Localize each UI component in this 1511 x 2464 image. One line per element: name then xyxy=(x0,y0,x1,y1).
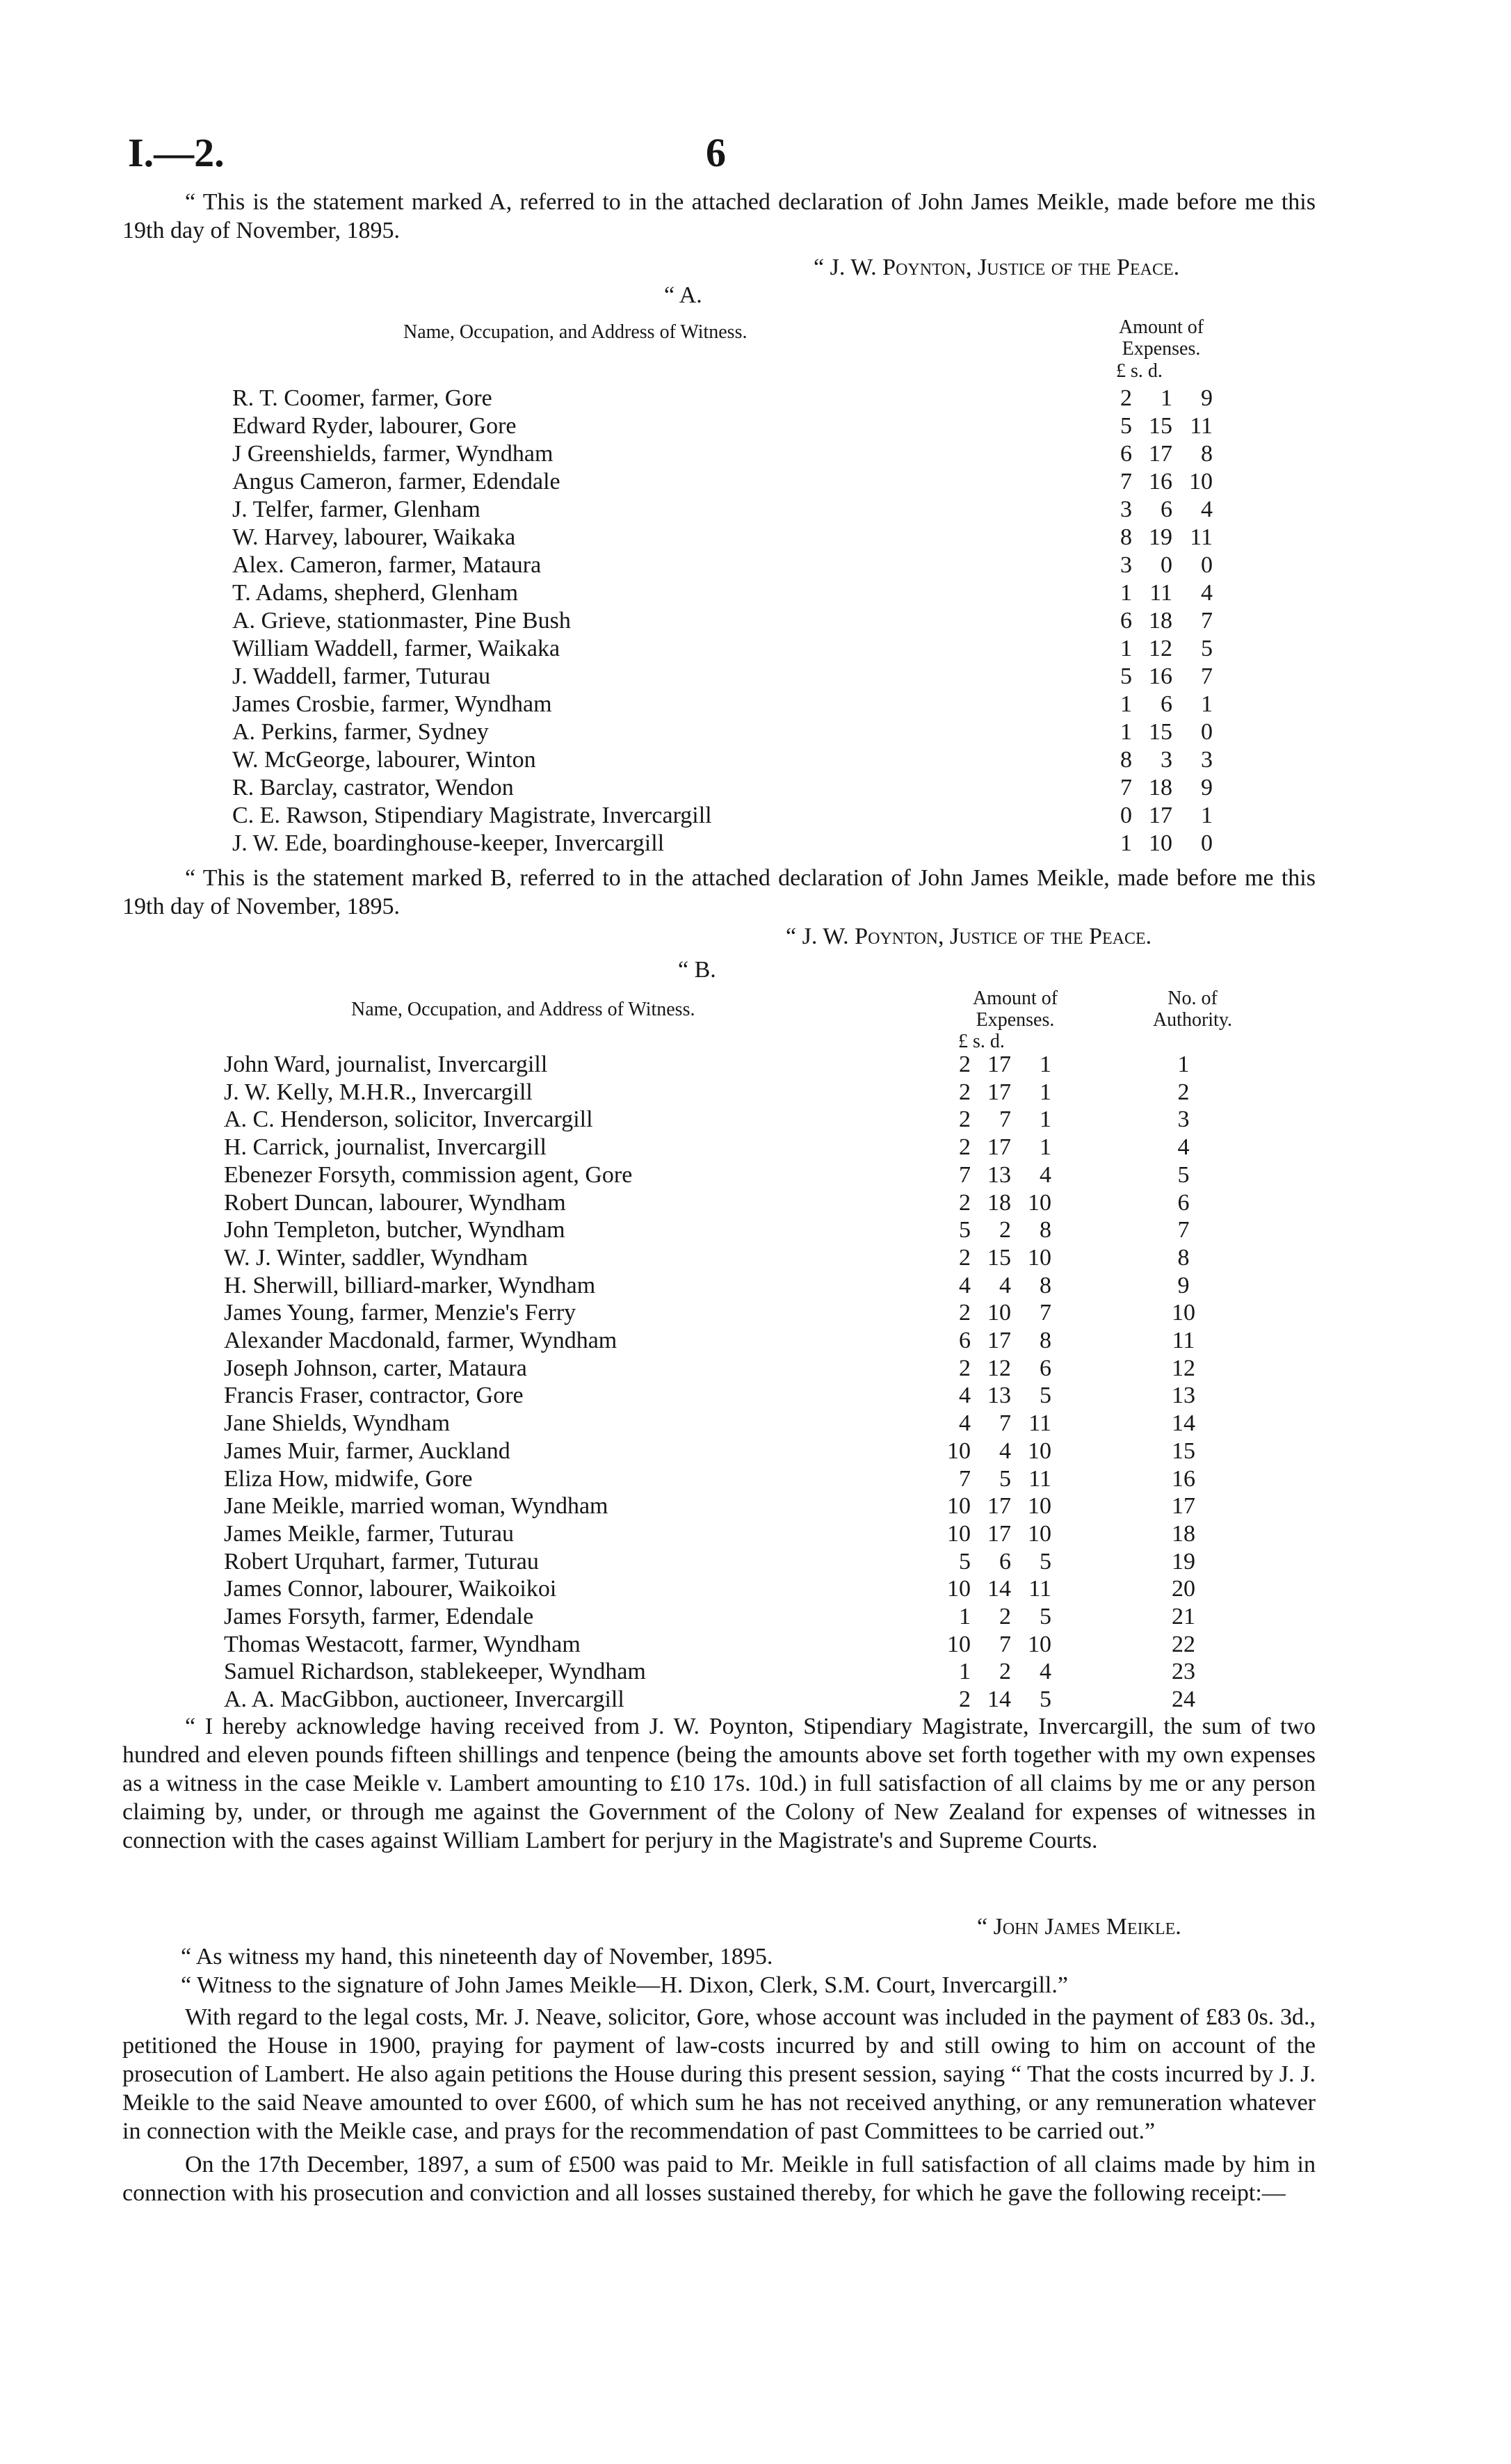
statement-a-amount-shillings: 12 xyxy=(1149,636,1172,661)
statement-b-amount-pounds: 5 xyxy=(959,1548,971,1575)
statement-a-amount-pence: 0 xyxy=(1201,552,1213,578)
statement-b-amount xyxy=(940,1632,1051,1658)
statement-b-witness-name: Jane Meikle, married woman, Wyndham xyxy=(224,1493,608,1520)
statement-b-amount-shillings: 17 xyxy=(987,1052,1011,1077)
statement-b-amount xyxy=(940,1355,1051,1382)
statement-a-witness-name: R. T. Coomer, farmer, Gore xyxy=(232,385,492,411)
statement-b-witness-name: Ebenezer Forsyth, commission agent, Gore xyxy=(224,1161,633,1188)
statement-b-authority-number: 3 xyxy=(1177,1106,1190,1133)
statement-b-row xyxy=(224,1632,1253,1659)
statement-b-amount-pounds: 10 xyxy=(947,1631,971,1657)
statement-a-row xyxy=(232,469,1220,497)
statement-b-amount xyxy=(940,1300,1051,1326)
statement-b-authority-number: 4 xyxy=(1177,1134,1190,1161)
statement-b-row xyxy=(224,1604,1253,1632)
statement-a-amount-pounds: 6 xyxy=(1120,441,1132,467)
statement-b-row xyxy=(224,1355,1253,1383)
statement-a-witness-name: J. Waddell, farmer, Tuturau xyxy=(232,663,491,689)
statement-b-amount-pounds: 4 xyxy=(959,1272,971,1298)
statement-b-row xyxy=(224,1162,1253,1190)
statement-b-row xyxy=(224,1438,1253,1466)
statement-b-amount-shillings: 17 xyxy=(987,1134,1011,1161)
statement-b-amount-shillings: 14 xyxy=(987,1576,1011,1602)
statement-b-amount xyxy=(940,1052,1051,1078)
statement-b-amount-shillings: 14 xyxy=(987,1686,1011,1713)
statement-b-amount xyxy=(940,1493,1051,1520)
statement-a-amount-pence: 8 xyxy=(1201,441,1213,467)
statement-b-authority-number: 8 xyxy=(1177,1244,1190,1271)
statement-b-row xyxy=(224,1052,1253,1079)
statement-a-amount-shillings: 18 xyxy=(1149,775,1172,800)
statement-b-amount-pence: 5 xyxy=(1040,1604,1051,1629)
statement-b-amount-shillings: 17 xyxy=(987,1079,1011,1105)
statement-a-amount xyxy=(1101,441,1213,467)
statement-a-amount xyxy=(1101,385,1213,412)
statement-b-units-header: £ s. d. xyxy=(958,1031,1005,1052)
statement-b-authority-number: 19 xyxy=(1172,1548,1195,1575)
statement-b-amount-pence: 11 xyxy=(1028,1465,1051,1492)
paper-reference: I.—2. xyxy=(128,130,225,175)
statement-b-amount-pounds: 2 xyxy=(959,1355,971,1381)
statement-a-amount-shillings: 16 xyxy=(1149,469,1172,494)
statement-b-intro: “ This is the statement marked B, referred to in the attached declaration of John James Meikle, made before me this 19th day of November, 1895. xyxy=(122,865,1316,919)
statement-b-authority-number: 17 xyxy=(1172,1493,1195,1520)
statement-b-amount xyxy=(940,1659,1051,1685)
statement-b-amount-shillings: 17 xyxy=(987,1520,1011,1547)
statement-a-amount-pence: 11 xyxy=(1190,524,1213,550)
statement-b-amount-pence: 10 xyxy=(1028,1493,1051,1520)
statement-b-row xyxy=(224,1466,1253,1494)
statement-b-row xyxy=(224,1659,1253,1686)
statement-a-amount-pounds: 1 xyxy=(1120,636,1132,661)
statement-b-amount-pence: 1 xyxy=(1040,1052,1051,1077)
statement-a-row xyxy=(232,747,1220,775)
statement-b-witness-name: Eliza How, midwife, Gore xyxy=(224,1465,473,1492)
statement-a-amount-pence: 3 xyxy=(1201,747,1213,773)
statement-b-row xyxy=(224,1134,1253,1162)
statement-b-amount-pence: 8 xyxy=(1040,1217,1051,1243)
statement-a-witness-name: A. Grieve, stationmaster, Pine Bush xyxy=(232,608,571,634)
statement-a-amount-pence: 0 xyxy=(1201,719,1213,745)
statement-b-amount-shillings: 13 xyxy=(987,1383,1011,1409)
statement-b-amount-pounds: 5 xyxy=(959,1217,971,1243)
statement-b-witness-name: Francis Fraser, contractor, Gore xyxy=(224,1383,524,1409)
statement-a-amount-pounds: 1 xyxy=(1120,580,1132,606)
statement-a-amount-pounds: 0 xyxy=(1120,803,1132,828)
statement-b-name-header: Name, Occupation, and Address of Witness. xyxy=(351,999,695,1020)
statement-a-amount-pounds: 8 xyxy=(1120,524,1132,550)
witness-signature-line: “ Witness to the signature of John James Meikle—H. Dixon, Clerk, S.M. Court, Invercargill.” xyxy=(181,1972,1068,1998)
statement-b-amount-pence: 1 xyxy=(1040,1106,1051,1133)
statement-b-amount-shillings: 13 xyxy=(987,1161,1011,1188)
statement-a-row xyxy=(232,775,1220,803)
statement-b-row xyxy=(224,1383,1253,1410)
statement-a-witness-name: W. Harvey, labourer, Waikaka xyxy=(232,524,516,550)
statement-a-amount-pounds: 8 xyxy=(1120,747,1132,773)
statement-a-witness-name: T. Adams, shepherd, Glenham xyxy=(232,580,519,606)
statement-b-row xyxy=(224,1576,1253,1604)
acknowledgement-signature: “ John James Meikle. xyxy=(977,1914,1181,1940)
statement-b-amount xyxy=(940,1134,1051,1161)
statement-a-amount-shillings: 15 xyxy=(1149,413,1172,439)
statement-a-witness-name: Alex. Cameron, farmer, Mataura xyxy=(232,552,542,578)
statement-b-authority-header: No. of Authority. xyxy=(1152,988,1233,1031)
statement-b-amount-pounds: 2 xyxy=(959,1244,971,1271)
statement-b-amount xyxy=(940,1079,1051,1106)
statement-b-amount-shillings: 17 xyxy=(987,1328,1011,1353)
statement-b-amount-shillings: 4 xyxy=(999,1438,1011,1464)
statement-b-amount-pounds: 4 xyxy=(959,1383,971,1409)
statement-a-amount-pounds: 1 xyxy=(1120,719,1132,745)
statement-b-amount-shillings: 7 xyxy=(999,1106,1011,1133)
statement-b-amount-pounds: 2 xyxy=(959,1686,971,1713)
statement-a-units-header: £ s. d. xyxy=(1116,360,1163,382)
statement-a-row xyxy=(232,608,1220,636)
statement-a-amount-pence: 1 xyxy=(1201,691,1213,717)
statement-b-authority-number: 11 xyxy=(1172,1328,1195,1353)
statement-a-amount-pounds: 3 xyxy=(1120,497,1132,522)
statement-b-authority-number: 20 xyxy=(1172,1576,1195,1602)
statement-b-amount-pence: 8 xyxy=(1040,1272,1051,1298)
statement-b-authority-number: 7 xyxy=(1177,1217,1190,1243)
statement-a-witness-name: J Greenshields, farmer, Wyndham xyxy=(232,441,554,467)
statement-b-amount xyxy=(940,1686,1051,1713)
statement-b-amount-pounds: 10 xyxy=(947,1438,971,1464)
statement-a-amount-shillings: 17 xyxy=(1149,441,1172,467)
statement-a-witness-name: James Crosbie, farmer, Wyndham xyxy=(232,691,552,717)
statement-b-witness-name: Robert Urquhart, farmer, Tuturau xyxy=(224,1548,539,1575)
statement-b-amount-shillings: 10 xyxy=(987,1300,1011,1326)
statement-a-amount xyxy=(1101,691,1213,718)
statement-b-authority-number: 24 xyxy=(1172,1686,1195,1713)
statement-a-row xyxy=(232,636,1220,663)
statement-a-row xyxy=(232,719,1220,747)
statement-b-amount xyxy=(940,1245,1051,1271)
statement-b-amount-pounds: 10 xyxy=(947,1520,971,1547)
statement-b-row xyxy=(224,1273,1253,1301)
statement-a-amount xyxy=(1101,469,1213,495)
statement-a-row xyxy=(232,663,1220,691)
statement-a-amount-pence: 9 xyxy=(1201,385,1213,411)
statement-b-authority-number: 1 xyxy=(1177,1052,1190,1077)
statement-b-amount xyxy=(940,1604,1051,1630)
statement-b-row xyxy=(224,1549,1253,1577)
statement-b-amount xyxy=(940,1410,1051,1437)
statement-b-witness-name: A. C. Henderson, solicitor, Invercargill xyxy=(224,1106,593,1133)
statement-b-row xyxy=(224,1686,1253,1714)
page-number: 6 xyxy=(706,130,726,175)
statement-b-amount-pounds: 2 xyxy=(959,1052,971,1077)
statement-b-witness-name: J. W. Kelly, M.H.R., Invercargill xyxy=(224,1079,533,1105)
statement-b-amount xyxy=(940,1217,1051,1243)
statement-b-witness-name: Alexander Macdonald, farmer, Wyndham xyxy=(224,1328,617,1353)
statement-a-amount-shillings: 19 xyxy=(1149,524,1172,550)
statement-a-amount-pounds: 3 xyxy=(1120,552,1132,578)
statement-b-witness-name: James Connor, labourer, Waikoikoi xyxy=(224,1576,557,1602)
statement-a-witness-name: J. Telfer, farmer, Glenham xyxy=(232,497,480,522)
statement-a-row xyxy=(232,413,1220,441)
statement-a-amount-shillings: 17 xyxy=(1149,803,1172,828)
statement-b-signature: “ J. W. Poynton, Justice of the Peace. xyxy=(786,924,1152,949)
statement-a-amount-pounds: 7 xyxy=(1120,469,1132,494)
statement-a-amount-pounds: 6 xyxy=(1120,608,1132,634)
statement-a-amount-pence: 4 xyxy=(1201,580,1213,606)
statement-b-amount-header: Amount of Expenses. xyxy=(972,988,1058,1031)
statement-b-authority-number: 21 xyxy=(1172,1604,1195,1629)
statement-b-authority-number: 18 xyxy=(1172,1520,1195,1547)
statement-b-amount-shillings: 5 xyxy=(999,1465,1011,1492)
statement-a-amount xyxy=(1101,747,1213,773)
statement-a-amount xyxy=(1101,775,1213,801)
statement-a-amount-pence: 11 xyxy=(1190,413,1213,439)
statement-b-witness-name: A. A. MacGibbon, auctioneer, Invercargill xyxy=(224,1686,624,1713)
statement-a-row xyxy=(232,552,1220,580)
statement-b-amount-pence: 10 xyxy=(1028,1189,1051,1216)
statement-b-row xyxy=(224,1079,1253,1107)
statement-b-amount-pounds: 2 xyxy=(959,1134,971,1161)
statement-a-row xyxy=(232,524,1220,552)
statement-b-amount-pence: 8 xyxy=(1040,1328,1051,1353)
statement-b-amount xyxy=(940,1576,1051,1602)
statement-a-amount-shillings: 18 xyxy=(1149,608,1172,634)
statement-b-row xyxy=(224,1410,1253,1438)
statement-b-amount xyxy=(940,1466,1051,1492)
statement-b-authority-number: 5 xyxy=(1177,1161,1190,1188)
statement-a-witness-name: C. E. Rawson, Stipendiary Magistrate, Invercargill xyxy=(232,803,712,828)
statement-a-amount-pounds: 5 xyxy=(1120,413,1132,439)
witness-hand-line: “ As witness my hand, this nineteenth day of November, 1895. xyxy=(181,1944,773,1970)
statement-a-witness-name: A. Perkins, farmer, Sydney xyxy=(232,719,489,745)
statement-b-row xyxy=(224,1190,1253,1218)
final-payment-paragraph: On the 17th December, 1897, a sum of £500 was paid to Mr. Meikle in full satisfaction of all claims made by him in connection with his prosecution and conviction and all losses sustained thereby, for which he gave the following receipt:— xyxy=(122,2152,1316,2206)
statement-b-witness-name: H. Sherwill, billiard-marker, Wyndham xyxy=(224,1272,596,1298)
statement-a-name-header: Name, Occupation, and Address of Witness. xyxy=(403,321,748,343)
statement-b-row xyxy=(224,1521,1253,1549)
statement-a-amount-shillings: 10 xyxy=(1149,830,1172,856)
statement-b-witness-name: James Muir, farmer, Auckland xyxy=(224,1438,510,1464)
statement-b-amount-pence: 11 xyxy=(1028,1576,1051,1602)
statement-a-witness-name: Edward Ryder, labourer, Gore xyxy=(232,413,517,439)
statement-b-authority-number: 9 xyxy=(1177,1272,1190,1298)
statement-b-row xyxy=(224,1300,1253,1328)
statement-b-amount-pence: 5 xyxy=(1040,1686,1051,1713)
statement-b-authority-number: 23 xyxy=(1172,1659,1195,1685)
statement-a-row xyxy=(232,497,1220,524)
statement-a-amount-pence: 1 xyxy=(1201,803,1213,828)
statement-b-authority-number: 12 xyxy=(1172,1355,1195,1381)
statement-b-amount xyxy=(940,1438,1051,1465)
statement-b-amount-shillings: 7 xyxy=(999,1631,1011,1657)
statement-b-authority-number: 22 xyxy=(1172,1631,1195,1657)
statement-b-amount-shillings: 15 xyxy=(987,1244,1011,1271)
statement-a-witness-name: R. Barclay, castrator, Wendon xyxy=(232,775,514,800)
statement-a-amount-pounds: 5 xyxy=(1120,663,1132,689)
statement-a-amount xyxy=(1101,608,1213,634)
statement-a-amount-pence: 7 xyxy=(1201,608,1213,634)
statement-a-amount-pounds: 2 xyxy=(1120,385,1132,411)
statement-a-row xyxy=(232,803,1220,830)
statement-b-amount-pence: 10 xyxy=(1028,1244,1051,1271)
statement-b-amount-pounds: 1 xyxy=(959,1604,971,1629)
statement-b-amount-pounds: 4 xyxy=(959,1410,971,1437)
statement-b-amount-pence: 1 xyxy=(1040,1134,1051,1161)
statement-b-amount xyxy=(940,1328,1051,1354)
statement-a-amount xyxy=(1101,580,1213,606)
statement-b-witness-name: James Meikle, farmer, Tuturau xyxy=(224,1520,514,1547)
statement-a-amount xyxy=(1101,552,1213,579)
statement-a-amount-shillings: 6 xyxy=(1161,497,1172,522)
statement-a-amount xyxy=(1101,497,1213,523)
statement-a-amount-pounds: 1 xyxy=(1120,830,1132,856)
statement-b-amount-pounds: 7 xyxy=(959,1161,971,1188)
statement-b-amount-pounds: 2 xyxy=(959,1079,971,1105)
statement-a-amount-shillings: 6 xyxy=(1161,691,1172,717)
statement-a-amount xyxy=(1101,524,1213,551)
statement-a-amount xyxy=(1101,413,1213,440)
statement-b-amount-pence: 4 xyxy=(1040,1659,1051,1685)
acknowledgement-paragraph: “ I hereby acknowledge having received from J. W. Poynton, Stipendiary Magistrate, Invercargill, the sum of two hundred and eleven pounds fifteen shillings and tenpence (being the amounts above set forth together with my own expenses as a witness in the case Meikle v. Lambert amounting to £10 17s. 10d.) in full satisfaction of all claims by me or any person claiming by, under, or through me against the Government of the Colony of New Zealand for expenses of witnesses in connection with the cases against William Lambert for perjury in the Magistrate's and Supreme Courts. xyxy=(122,1714,1316,1853)
statement-b-authority-number: 10 xyxy=(1172,1300,1195,1326)
statement-a-label: “ A. xyxy=(664,282,702,308)
statement-b-amount-pounds: 1 xyxy=(959,1659,971,1685)
statement-b-amount-pounds: 7 xyxy=(959,1465,971,1492)
statement-b-amount-pence: 5 xyxy=(1040,1548,1051,1575)
statement-a-witness-name: William Waddell, farmer, Waikaka xyxy=(232,636,560,661)
statement-a-amount-pence: 5 xyxy=(1201,636,1213,661)
statement-a-amount-shillings: 11 xyxy=(1149,580,1172,606)
statement-a-row xyxy=(232,830,1220,858)
statement-b-amount-pence: 10 xyxy=(1028,1438,1051,1464)
statement-b-amount-shillings: 2 xyxy=(999,1217,1011,1243)
statement-a-witness-name: Angus Cameron, farmer, Edendale xyxy=(232,469,560,494)
statement-a-amount-header: Amount of Expenses. xyxy=(1118,316,1204,360)
statement-a-row xyxy=(232,441,1220,469)
statement-b-amount-pounds: 10 xyxy=(947,1576,971,1602)
statement-b-amount-pence: 6 xyxy=(1040,1355,1051,1381)
statement-b-amount-pence: 4 xyxy=(1040,1161,1051,1188)
statement-a-amount-pounds: 1 xyxy=(1120,691,1132,717)
statement-b-amount-pence: 10 xyxy=(1028,1520,1051,1547)
statement-b-amount xyxy=(940,1162,1051,1189)
statement-a-amount-pence: 9 xyxy=(1201,775,1213,800)
statement-b-amount xyxy=(940,1106,1051,1133)
statement-a-amount xyxy=(1101,719,1213,746)
statement-b-authority-number: 15 xyxy=(1172,1438,1195,1464)
statement-a-amount-pence: 4 xyxy=(1201,497,1213,522)
statement-a-amount xyxy=(1101,663,1213,690)
statement-a-intro: “ This is the statement marked A, referred to in the attached declaration of John James Meikle, made before me this 19th day of November, 1895. xyxy=(122,189,1316,243)
statement-b-row xyxy=(224,1217,1253,1245)
statement-b-amount-shillings: 2 xyxy=(999,1659,1011,1685)
statement-b-amount xyxy=(940,1190,1051,1216)
statement-b-witness-name: John Templeton, butcher, Wyndham xyxy=(224,1217,565,1243)
legal-costs-paragraph: With regard to the legal costs, Mr. J. Neave, solicitor, Gore, whose account was included in the payment of £83 0s. 3d., petitioned the House in 1900, praying for payment of law-costs incurred by and still owing to him on account of the prosecution of Lambert. He also again petitions the House during this present session, saying “ That the costs incurred by J. J. Meikle to the said Neave amounted to over £600, of which sum he has not received anything, or any remuneration whatever in connection with the Meikle case, and prays for the recommendation of past Committees to be carried out.” xyxy=(122,2004,1316,2144)
statement-b-witness-name: Thomas Westacott, farmer, Wyndham xyxy=(224,1631,581,1657)
statement-a-amount-shillings: 3 xyxy=(1161,747,1172,773)
statement-b-amount-shillings: 6 xyxy=(999,1548,1011,1575)
statement-b-row xyxy=(224,1493,1253,1521)
statement-a-signature: “ J. W. Poynton, Justice of the Peace. xyxy=(814,255,1180,280)
statement-b-amount xyxy=(940,1273,1051,1299)
statement-b-amount-pence: 1 xyxy=(1040,1079,1051,1105)
statement-a-amount-pence: 0 xyxy=(1201,830,1213,856)
statement-b-authority-number: 6 xyxy=(1177,1189,1190,1216)
statement-b-witness-name: Robert Duncan, labourer, Wyndham xyxy=(224,1189,566,1216)
statement-a-amount-shillings: 15 xyxy=(1149,719,1172,745)
statement-a-amount xyxy=(1101,803,1213,829)
statement-b-witness-name: James Forsyth, farmer, Edendale xyxy=(224,1604,534,1629)
statement-a-witness-name: J. W. Ede, boardinghouse-keeper, Invercargill xyxy=(232,830,665,856)
statement-a-amount-pence: 10 xyxy=(1189,469,1213,494)
statement-a-amount-shillings: 0 xyxy=(1161,552,1172,578)
statement-a-witness-name: W. McGeorge, labourer, Winton xyxy=(232,747,536,773)
statement-b-amount xyxy=(940,1383,1051,1409)
statement-b-amount-pence: 11 xyxy=(1028,1410,1051,1437)
statement-b-amount-pounds: 6 xyxy=(959,1328,971,1353)
statement-a-amount-shillings: 1 xyxy=(1161,385,1172,411)
statement-b-amount-pounds: 2 xyxy=(959,1300,971,1326)
statement-a-row xyxy=(232,691,1220,719)
statement-a-amount-pounds: 7 xyxy=(1120,775,1132,800)
statement-b-amount-pounds: 2 xyxy=(959,1106,971,1133)
statement-b-amount-pounds: 2 xyxy=(959,1189,971,1216)
statement-b-amount-pence: 10 xyxy=(1028,1631,1051,1657)
statement-b-row xyxy=(224,1328,1253,1355)
statement-b-amount-shillings: 17 xyxy=(987,1493,1011,1520)
statement-b-amount-shillings: 7 xyxy=(999,1410,1011,1437)
statement-b-amount xyxy=(940,1549,1051,1575)
statement-a-row xyxy=(232,580,1220,608)
statement-b-row xyxy=(224,1106,1253,1134)
statement-a-row xyxy=(232,385,1220,413)
statement-b-amount-shillings: 18 xyxy=(987,1189,1011,1216)
statement-b-amount-shillings: 2 xyxy=(999,1604,1011,1629)
statement-b-witness-name: Jane Shields, Wyndham xyxy=(224,1410,451,1437)
statement-b-witness-name: W. J. Winter, saddler, Wyndham xyxy=(224,1244,528,1271)
statement-a-amount-shillings: 16 xyxy=(1149,663,1172,689)
statement-b-witness-name: Samuel Richardson, stablekeeper, Wyndham xyxy=(224,1659,646,1685)
statement-b-amount-pence: 7 xyxy=(1040,1300,1051,1326)
statement-b-authority-number: 14 xyxy=(1172,1410,1195,1437)
statement-b-amount-pounds: 10 xyxy=(947,1493,971,1520)
statement-a-amount-pence: 7 xyxy=(1201,663,1213,689)
statement-b-row xyxy=(224,1245,1253,1273)
statement-b-witness-name: James Young, farmer, Menzie's Ferry xyxy=(224,1300,576,1326)
statement-a-amount xyxy=(1101,636,1213,662)
statement-b-label: “ B. xyxy=(678,957,716,983)
statement-a-amount xyxy=(1101,830,1213,857)
statement-b-amount-pence: 5 xyxy=(1040,1383,1051,1409)
statement-b-witness-name: John Ward, journalist, Invercargill xyxy=(224,1052,548,1077)
statement-b-amount xyxy=(940,1521,1051,1547)
statement-b-authority-number: 16 xyxy=(1172,1465,1195,1492)
statement-b-witness-name: H. Carrick, journalist, Invercargill xyxy=(224,1134,547,1161)
statement-b-authority-number: 2 xyxy=(1177,1079,1190,1105)
statement-b-amount-shillings: 12 xyxy=(987,1355,1011,1381)
statement-b-authority-number: 13 xyxy=(1172,1383,1195,1409)
statement-b-amount-shillings: 4 xyxy=(999,1272,1011,1298)
statement-b-witness-name: Joseph Johnson, carter, Mataura xyxy=(224,1355,527,1381)
